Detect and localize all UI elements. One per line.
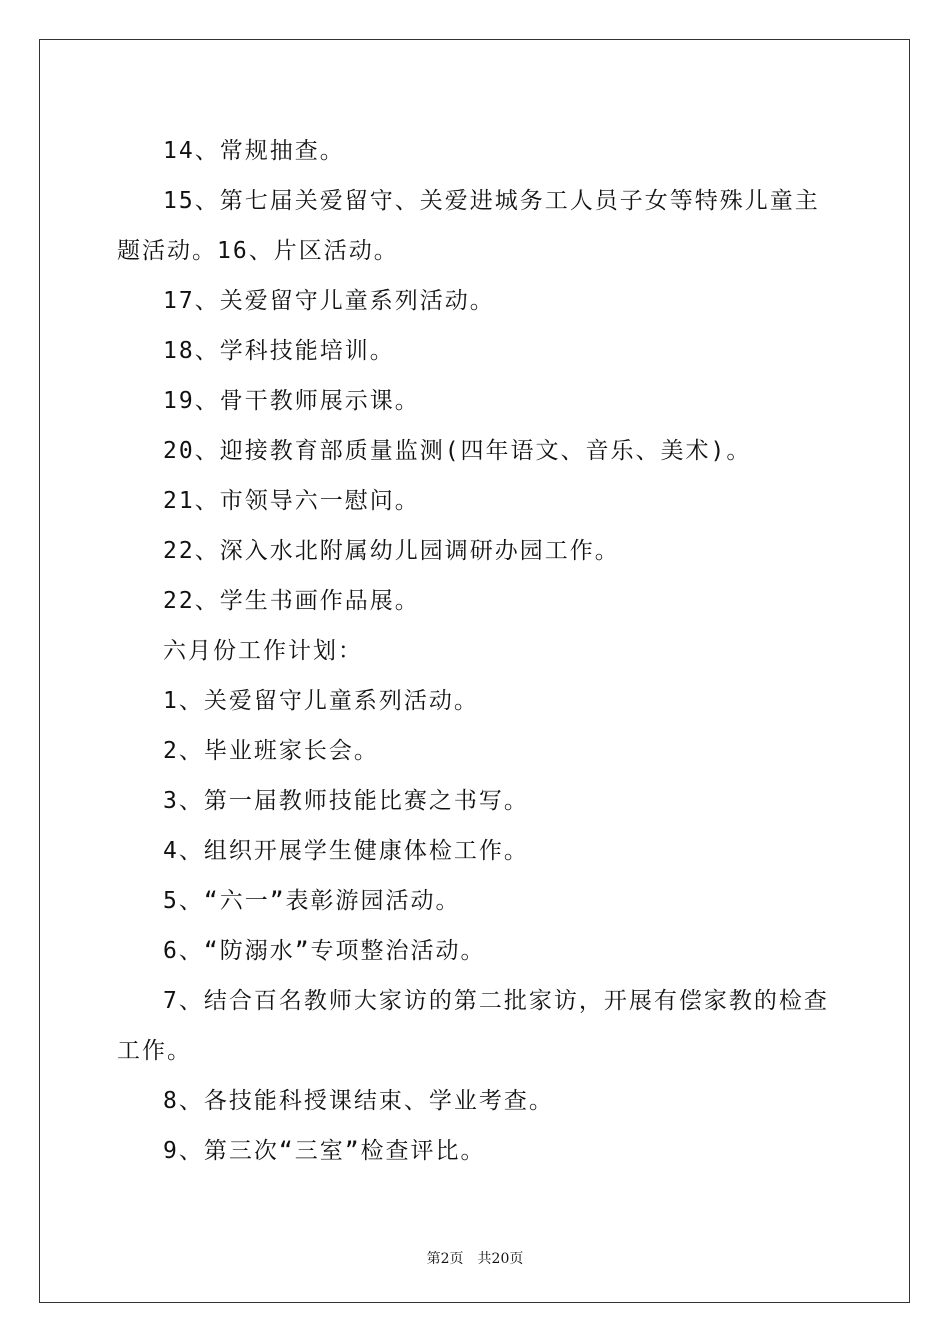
page-footer <box>0 1248 950 1268</box>
paragraph: 2、毕业班家长会。 <box>163 738 379 764</box>
paragraph: 14、常规抽查。 <box>163 138 345 164</box>
document-body <box>117 126 837 1176</box>
paragraph: 8、各技能科授课结束、学业考查。 <box>163 1088 554 1114</box>
paragraph: 22、深入水北附属幼儿园调研办园工作。 <box>163 538 620 564</box>
paragraph: 4、组织开展学生健康体检工作。 <box>163 838 529 864</box>
section-heading: 六月份工作计划： <box>163 638 363 664</box>
page-total: 共20页 <box>477 1251 524 1267</box>
paragraph: 9、第三次“三室”检查评比。 <box>163 1138 486 1164</box>
page-number: 第2页 <box>426 1251 464 1267</box>
paragraph: 15、第七届关爱留守、关爱进城务工人员子女等特殊儿童主题活动。16、片区活动。 <box>117 188 820 264</box>
paragraph: 17、关爱留守儿童系列活动。 <box>163 288 495 314</box>
paragraph: 1、关爱留守儿童系列活动。 <box>163 688 479 714</box>
paragraph: 19、骨干教师展示课。 <box>163 388 420 414</box>
paragraph: 20、迎接教育部质量监测(四年语文、音乐、美术)。 <box>163 438 752 464</box>
paragraph: 22、学生书画作品展。 <box>163 588 420 614</box>
paragraph: 3、第一届教师技能比赛之书写。 <box>163 788 529 814</box>
paragraph: 7、结合百名教师大家访的第二批家访，开展有偿家教的检查工作。 <box>117 988 829 1064</box>
paragraph: 18、学科技能培训。 <box>163 338 395 364</box>
paragraph: 6、“防溺水”专项整治活动。 <box>163 938 486 964</box>
paragraph: 5、“六一”表彰游园活动。 <box>163 888 461 914</box>
paragraph: 21、市领导六一慰问。 <box>163 488 420 514</box>
